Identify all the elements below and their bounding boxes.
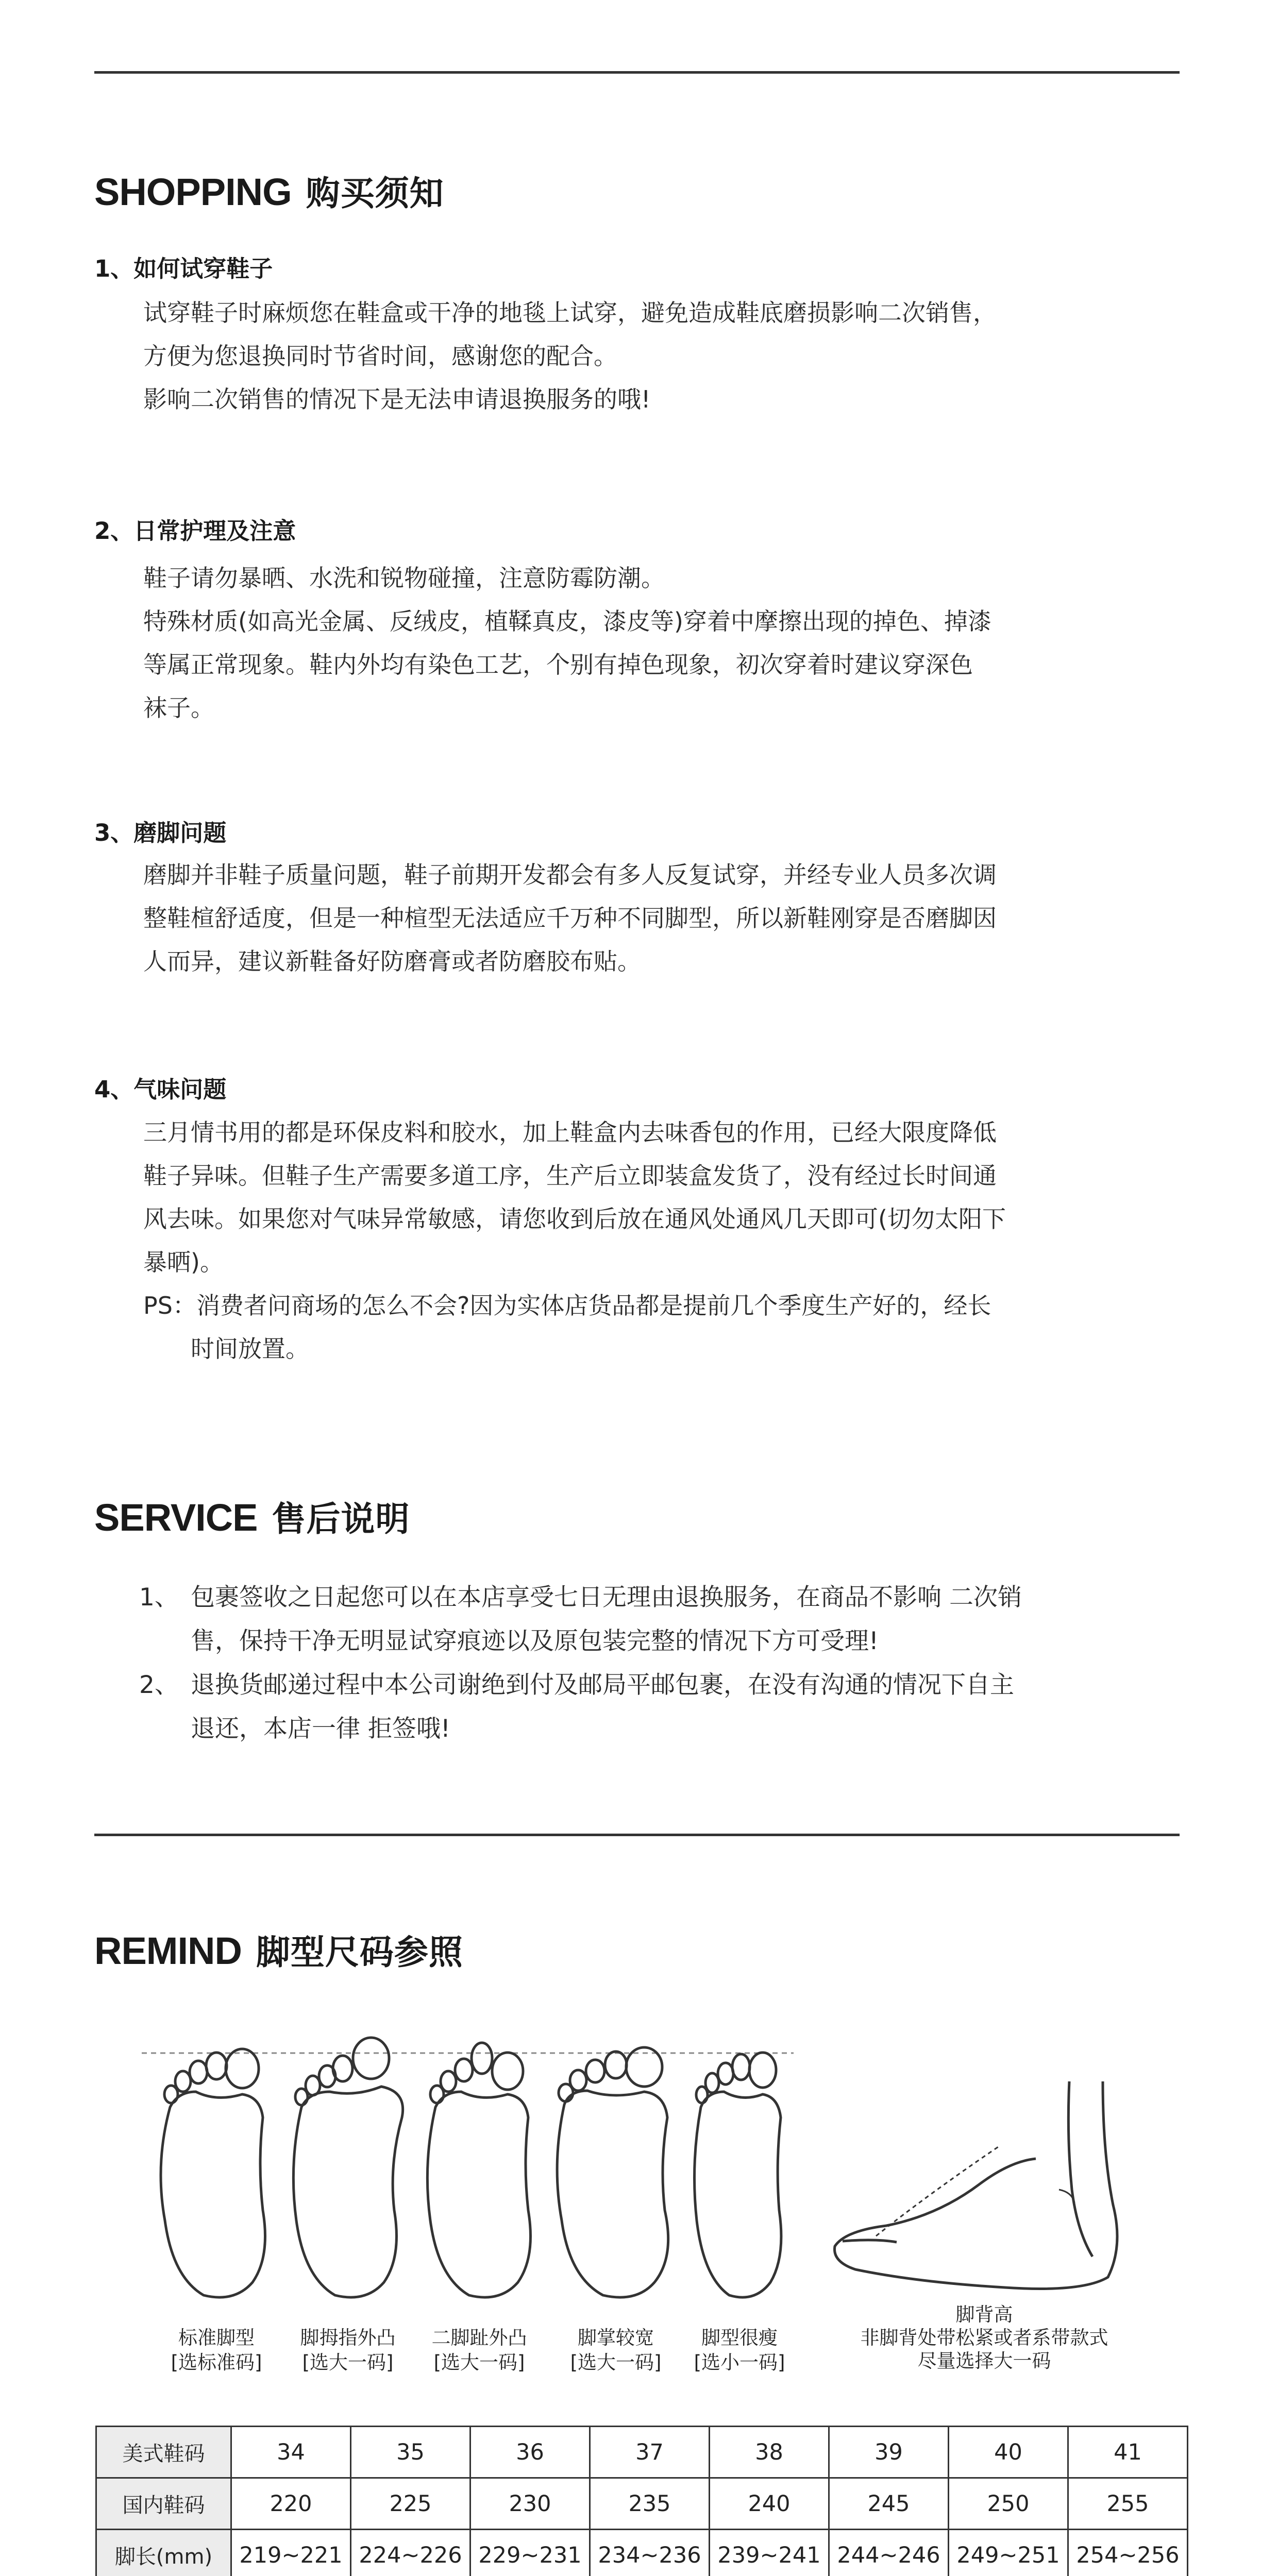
text-line: 风去味。如果您对气味异常敏感，请您收到后放在通风处通风几天即可(切勿太阳下 <box>143 1197 1179 1241</box>
foot-type-advice: [选小一码] <box>683 2350 796 2375</box>
text-line: 整鞋楦舒适度，但是一种楦型无法适应千万种不同脚型，所以新鞋刚穿是否磨脚因 <box>143 896 1179 940</box>
text-line: 包裹签收之日起您可以在本店享受七日无理由退换服务，在商品不影响 二次销 <box>191 1575 1022 1619</box>
foot-type-advice: [选大一码] <box>289 2350 407 2375</box>
text-line: 试穿鞋子时麻烦您在鞋盒或干净的地毯上试穿，避免造成鞋底磨损影响二次销售， <box>143 291 1179 334</box>
table-cell: 245 <box>829 2478 949 2530</box>
shopping-title-en: SHOPPING <box>94 171 292 213</box>
table-cell: 240 <box>710 2478 829 2530</box>
row-header: 美式鞋码 <box>96 2427 231 2478</box>
instep-line-1: 非脚背处带松紧或者系带款式 <box>819 2326 1149 2349</box>
text-line: 特殊材质(如高光金属、反绒皮，植鞣真皮，漆皮等)穿着中摩擦出现的掉色、掉漆 <box>143 600 1179 643</box>
row-header: 国内鞋码 <box>96 2478 231 2530</box>
table-cell: 250 <box>949 2478 1068 2530</box>
text-line: 退换货邮递过程中本公司谢绝到付及邮局平邮包裹，在没有沟通的情况下自主 <box>191 1663 1014 1707</box>
table-cell: 220 <box>231 2478 351 2530</box>
text-line: 方便为您退换同时节省时间，感谢您的配合。 <box>143 334 1179 378</box>
table-cell: 35 <box>351 2427 470 2478</box>
foot-type-name: 脚掌较宽 <box>559 2326 672 2350</box>
row-header: 脚长(mm) <box>96 2530 231 2576</box>
table-row <box>96 2478 1188 2530</box>
text-line: 时间放置。 <box>143 1327 1179 1370</box>
table-cell: 41 <box>1068 2427 1188 2478</box>
service-item-number: 2、 <box>139 1663 191 1751</box>
text-line: 影响二次销售的情况下是无法申请退换服务的哦! <box>143 378 1179 421</box>
table-row <box>96 2427 1188 2478</box>
foot-type-name: 脚型很瘦 <box>683 2326 796 2350</box>
table-cell: 249~251 <box>949 2530 1068 2576</box>
table-cell: 244~246 <box>829 2530 949 2576</box>
foot-label-standard <box>160 2326 273 2375</box>
foot-label-wide <box>559 2326 672 2375</box>
foot-type-name: 脚拇指外凸 <box>289 2326 407 2350</box>
foot-label-instep <box>819 2303 1149 2372</box>
table-cell: 234~236 <box>590 2530 710 2576</box>
foot-label-big-toe <box>289 2326 407 2375</box>
shopping-title-cn: 购买须知 <box>306 174 444 213</box>
table-cell: 40 <box>949 2427 1068 2478</box>
shopping-item-1-title: 1、如何试穿鞋子 <box>94 250 273 283</box>
shopping-item-3-title: 3、磨脚问题 <box>94 814 226 848</box>
table-cell: 254~256 <box>1068 2530 1188 2576</box>
foot-label-second-toe <box>420 2326 539 2375</box>
foot-type-name: 二脚趾外凸 <box>420 2326 539 2350</box>
slim-foot-icon <box>695 2053 781 2297</box>
table-cell: 219~221 <box>231 2530 351 2576</box>
table-cell: 37 <box>590 2427 710 2478</box>
text-line: 等属正常现象。鞋内外均有染色工艺，个别有掉色现象，初次穿着时建议穿深色 <box>143 643 1179 686</box>
foot-type-advice: [选大一码] <box>559 2350 672 2375</box>
instep-title: 脚背高 <box>819 2303 1149 2326</box>
table-cell: 38 <box>710 2427 829 2478</box>
table-cell: 235 <box>590 2478 710 2530</box>
text-line: PS：消费者问商场的怎么不会?因为实体店货品都是提前几个季度生产好的，经长 <box>143 1284 1179 1327</box>
text-line: 鞋子请勿暴晒、水洗和锐物碰撞，注意防霉防潮。 <box>143 556 1179 600</box>
text-line: 磨脚并非鞋子质量问题，鞋子前期开发都会有多人反复试穿，并经专业人员多次调 <box>143 853 1179 896</box>
size-table <box>95 2426 1188 2576</box>
wide-foot-icon <box>557 2047 668 2297</box>
service-title-en: SERVICE <box>94 1496 258 1539</box>
table-cell: 39 <box>829 2427 949 2478</box>
service-title-cn: 售后说明 <box>272 1499 410 1539</box>
text-line: 退还，本店一律 拒签哦! <box>191 1707 1014 1751</box>
text-line: 鞋子异味。但鞋子生产需要多道工序，生产后立即装盒发货了，没有经过长时间通 <box>143 1154 1179 1197</box>
standard-foot-icon <box>161 2049 265 2297</box>
table-cell: 239~241 <box>710 2530 829 2576</box>
remind-title-cn: 脚型尺码参照 <box>256 1933 463 1972</box>
table-cell: 34 <box>231 2427 351 2478</box>
foot-type-name: 标准脚型 <box>160 2326 273 2350</box>
table-row <box>96 2530 1188 2576</box>
table-cell: 229~231 <box>470 2530 590 2576</box>
text-line: 三月情书用的都是环保皮料和胶水，加上鞋盒内去味香包的作用，已经大限度降低 <box>143 1111 1179 1154</box>
remind-title-en: REMIND <box>94 1929 242 1972</box>
text-line: 暴晒)。 <box>143 1241 1179 1284</box>
table-cell: 255 <box>1068 2478 1188 2530</box>
shopping-item-4-title: 4、气味问题 <box>94 1071 226 1104</box>
table-cell: 230 <box>470 2478 590 2530</box>
foot-type-advice: [选标准码] <box>160 2350 273 2375</box>
instep-line-2: 尽量选择大一码 <box>819 2349 1149 2372</box>
service-item-number: 1、 <box>139 1575 191 1663</box>
big-toe-outward-foot-icon <box>293 2038 402 2297</box>
text-line: 人而异，建议新鞋备好防磨膏或者防磨胶布贴。 <box>143 940 1179 983</box>
shopping-item-2-title: 2、日常护理及注意 <box>94 512 296 546</box>
table-cell: 225 <box>351 2478 470 2530</box>
foot-type-advice: [选大一码] <box>420 2350 539 2375</box>
foot-label-slim <box>683 2326 796 2375</box>
high-instep-side-foot-icon <box>835 2081 1118 2289</box>
text-line: 袜子。 <box>143 686 1179 730</box>
table-cell: 224~226 <box>351 2530 470 2576</box>
text-line: 售，保持干净无明显试穿痕迹以及原包装完整的情况下方可受理! <box>191 1619 1022 1663</box>
table-cell: 36 <box>470 2427 590 2478</box>
second-toe-outward-foot-icon <box>427 2043 530 2297</box>
